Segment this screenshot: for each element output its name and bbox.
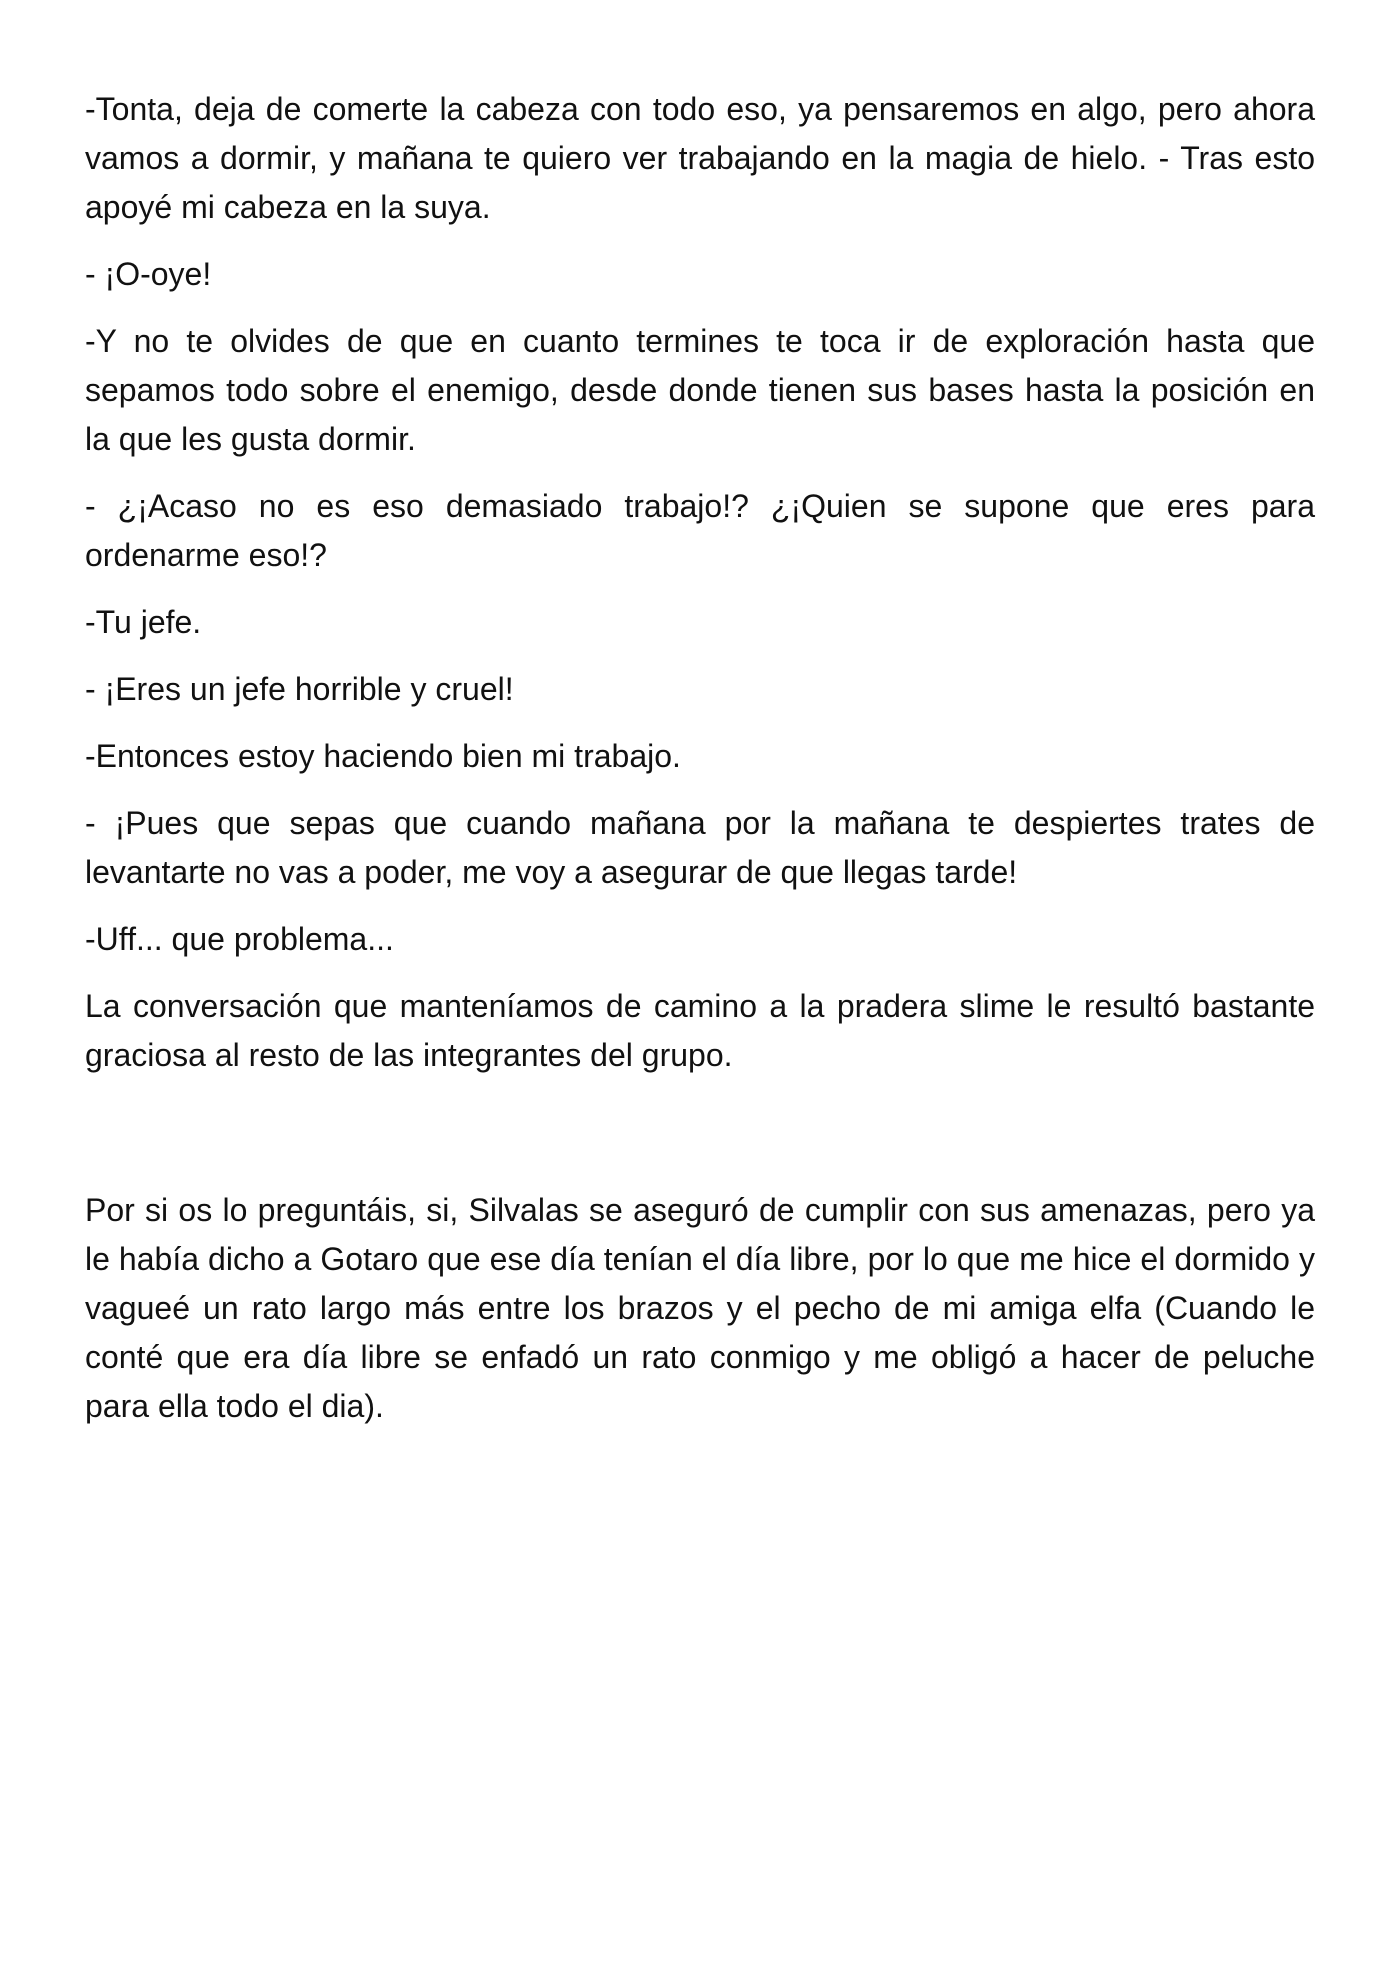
paragraph-4: - ¿¡Acaso no es eso demasiado trabajo!? ¿¡Quien se supone que eres para ordenarme eso!? [85, 488, 1315, 573]
paragraph-9: -Uff... que problema... [85, 921, 394, 957]
paragraph-2: - ¡O-oye! [85, 256, 212, 292]
paragraph-10: La conversación que manteníamos de camino a la pradera slime le resultó bastante graciosa al resto de las integrantes del grupo. [85, 988, 1315, 1073]
document-page [85, 85, 1315, 1449]
paragraph-3: -Y no te olvides de que en cuanto termines te toca ir de exploración hasta que sepamos todo sobre el enemigo, desde donde tienen sus bases hasta la posición en la que les gusta dormir. [85, 323, 1315, 457]
paragraph-11: Por si os lo preguntáis, si, Silvalas se aseguró de cumplir con sus amenazas, pero ya le había dicho a Gotaro que ese día tenían el día libre, por lo que me hice el dormido y vagueé un rato largo más entre los brazos y el pecho de mi amiga elfa (Cuando le conté que era día libre se enfadó un rato conmigo y me obligó a hacer de peluche para ella todo el dia). [85, 1192, 1315, 1424]
section-gap [85, 1098, 1315, 1186]
paragraph-5: -Tu jefe. [85, 604, 202, 640]
paragraph-6: - ¡Eres un jefe horrible y cruel! [85, 671, 514, 707]
paragraph-1: -Tonta, deja de comerte la cabeza con todo eso, ya pensaremos en algo, pero ahora vamos a dormir, y mañana te quiero ver trabajando en la magia de hielo. - Tras esto apoyé mi cabeza en la suya. [85, 91, 1315, 225]
paragraph-8: - ¡Pues que sepas que cuando mañana por la mañana te despiertes trates de levantarte no vas a poder, me voy a asegurar de que llegas tarde! [85, 805, 1315, 890]
paragraph-7: -Entonces estoy haciendo bien mi trabajo. [85, 738, 681, 774]
